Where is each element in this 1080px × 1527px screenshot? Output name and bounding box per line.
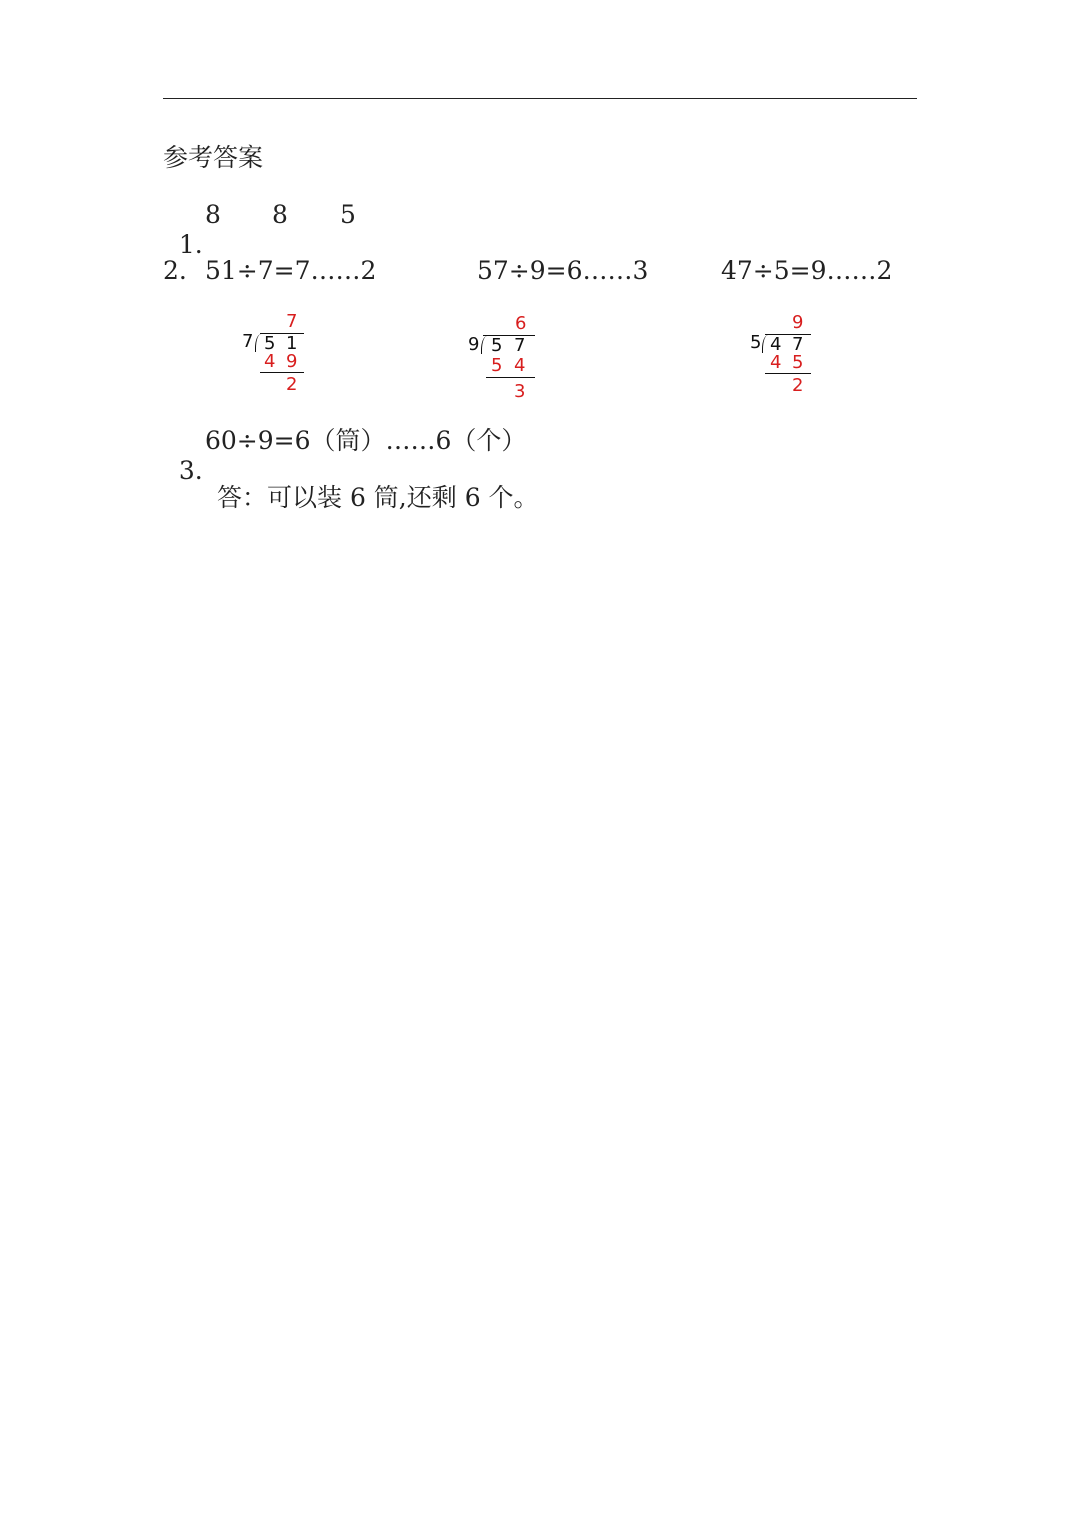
product-digit: 4	[770, 352, 782, 373]
quotient: 9	[792, 312, 804, 333]
dividend-digit: 7	[514, 335, 526, 356]
product-digit: 4	[264, 351, 276, 372]
product-digit: 5	[491, 355, 503, 376]
subtraction-bar	[765, 373, 811, 374]
divisor: 7	[242, 331, 254, 352]
dividend-digit: 5	[264, 333, 276, 354]
question-number: 1.	[178, 230, 203, 259]
product-digit: 4	[514, 355, 526, 376]
subtraction-bar	[260, 372, 304, 373]
division-bracket	[481, 336, 488, 354]
division-equation: 57÷9=6……3	[477, 256, 649, 285]
product-digit: 5	[792, 352, 804, 373]
divisor: 9	[468, 334, 480, 355]
remainder: 2	[792, 375, 804, 396]
long-division	[466, 314, 556, 404]
product-digit: 9	[286, 351, 298, 372]
remainder: 2	[286, 374, 298, 395]
division-equation: 47÷5=9……2	[721, 256, 893, 285]
division-bracket	[255, 334, 262, 352]
answer-value: 8	[272, 200, 288, 229]
question-2-number: 2.	[163, 256, 187, 285]
header-rule	[163, 98, 917, 99]
division-equation: 60÷9=6（筒）……6（个）	[205, 426, 527, 455]
dividend-digit: 5	[491, 335, 503, 356]
quotient: 7	[286, 311, 298, 332]
question-number: 3.	[178, 456, 203, 485]
dividend-digit: 7	[792, 334, 804, 355]
dividend-digit: 4	[770, 334, 782, 355]
long-division	[240, 312, 330, 402]
division-bracket	[762, 335, 769, 353]
divisor: 5	[750, 332, 762, 353]
answer-value: 8	[205, 200, 221, 229]
division-equation: 51÷7=7……2	[205, 256, 377, 285]
long-division	[748, 313, 838, 403]
remainder: 3	[514, 381, 526, 402]
dividend-digit: 1	[286, 333, 298, 354]
section-heading: 参考答案	[163, 143, 264, 172]
quotient: 6	[515, 313, 527, 334]
answer-value: 5	[340, 200, 356, 229]
subtraction-bar	[486, 377, 535, 378]
answer-sentence: 答：可以装 6 筒,还剩 6 个。	[217, 483, 539, 512]
